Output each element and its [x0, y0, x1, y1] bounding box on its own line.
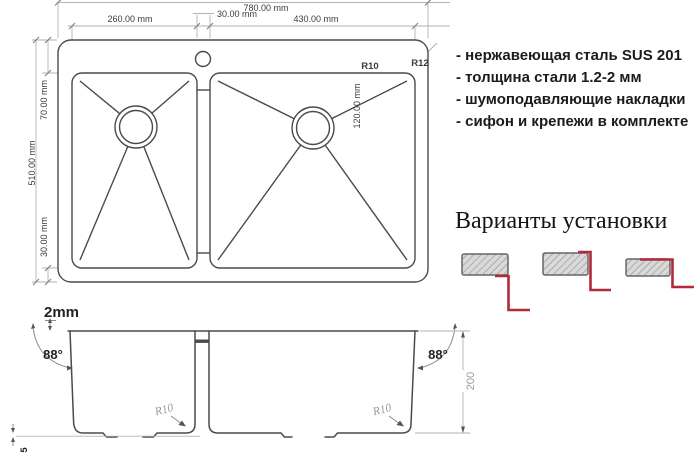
- feature-list: [456, 45, 694, 133]
- feature-item: - толщина стали 1.2-2 мм: [456, 69, 642, 86]
- sink-outline: [58, 40, 428, 282]
- side-profile: [68, 331, 418, 437]
- sink-top-view-drawing: [0, 0, 450, 298]
- label-corner-radius: R12: [411, 58, 429, 69]
- feature-item: - нержавеющая сталь SUS 201: [456, 47, 682, 64]
- left-drain-outer: [115, 106, 157, 148]
- bottom-radius-left-callout: [171, 416, 186, 427]
- countertop-section: [462, 254, 508, 275]
- install-variant-3: [626, 259, 694, 287]
- bottom-radius-right-callout: [389, 416, 404, 427]
- dim-right-bowl-width: 430.00 mm: [293, 14, 339, 24]
- dim-divider-width: 30.00 mm: [217, 9, 258, 19]
- sink-side-view-drawing: [0, 300, 480, 462]
- install-variant-2: [543, 252, 611, 290]
- sink-edge-profile: [495, 276, 530, 310]
- install-variants-diagram: [456, 244, 696, 322]
- dim-total-width: 780.00 mm: [243, 3, 289, 13]
- countertop-section: [543, 253, 588, 275]
- label-bottom-radius-right: R10: [371, 401, 393, 419]
- dim-total-depth: 510.00 mm: [27, 140, 37, 186]
- divider-top: [195, 340, 209, 343]
- dim-drain-offset: 120.00 mm: [352, 83, 362, 129]
- feature-item: - шумоподавляющие накладки: [456, 91, 686, 108]
- label-bottom-radius-left: R10: [153, 401, 175, 419]
- dim-left-bowl-width: 260.00 mm: [107, 14, 153, 24]
- label-rim-thickness: 2mm: [44, 304, 80, 321]
- install-options-title: Варианты установки: [455, 208, 668, 234]
- label-bowl-radius: R10: [361, 61, 379, 72]
- feature-item: - сифон и крепежи в комплекте: [456, 113, 689, 130]
- label-angle-right: 88°: [428, 347, 448, 362]
- right-bowl-section: [209, 331, 415, 437]
- countertop-section: [626, 259, 670, 276]
- label-angle-left: 88°: [43, 347, 63, 362]
- label-foot-height: 5: [19, 447, 30, 453]
- dim-offset-bottom: 30.00 mm: [39, 216, 49, 258]
- label-depth: 200: [465, 371, 477, 391]
- left-bowl-section: [70, 331, 195, 437]
- sink-rim: [58, 40, 428, 282]
- right-drain-outer: [292, 107, 334, 149]
- dim-offset-top: 70.00 mm: [39, 79, 49, 121]
